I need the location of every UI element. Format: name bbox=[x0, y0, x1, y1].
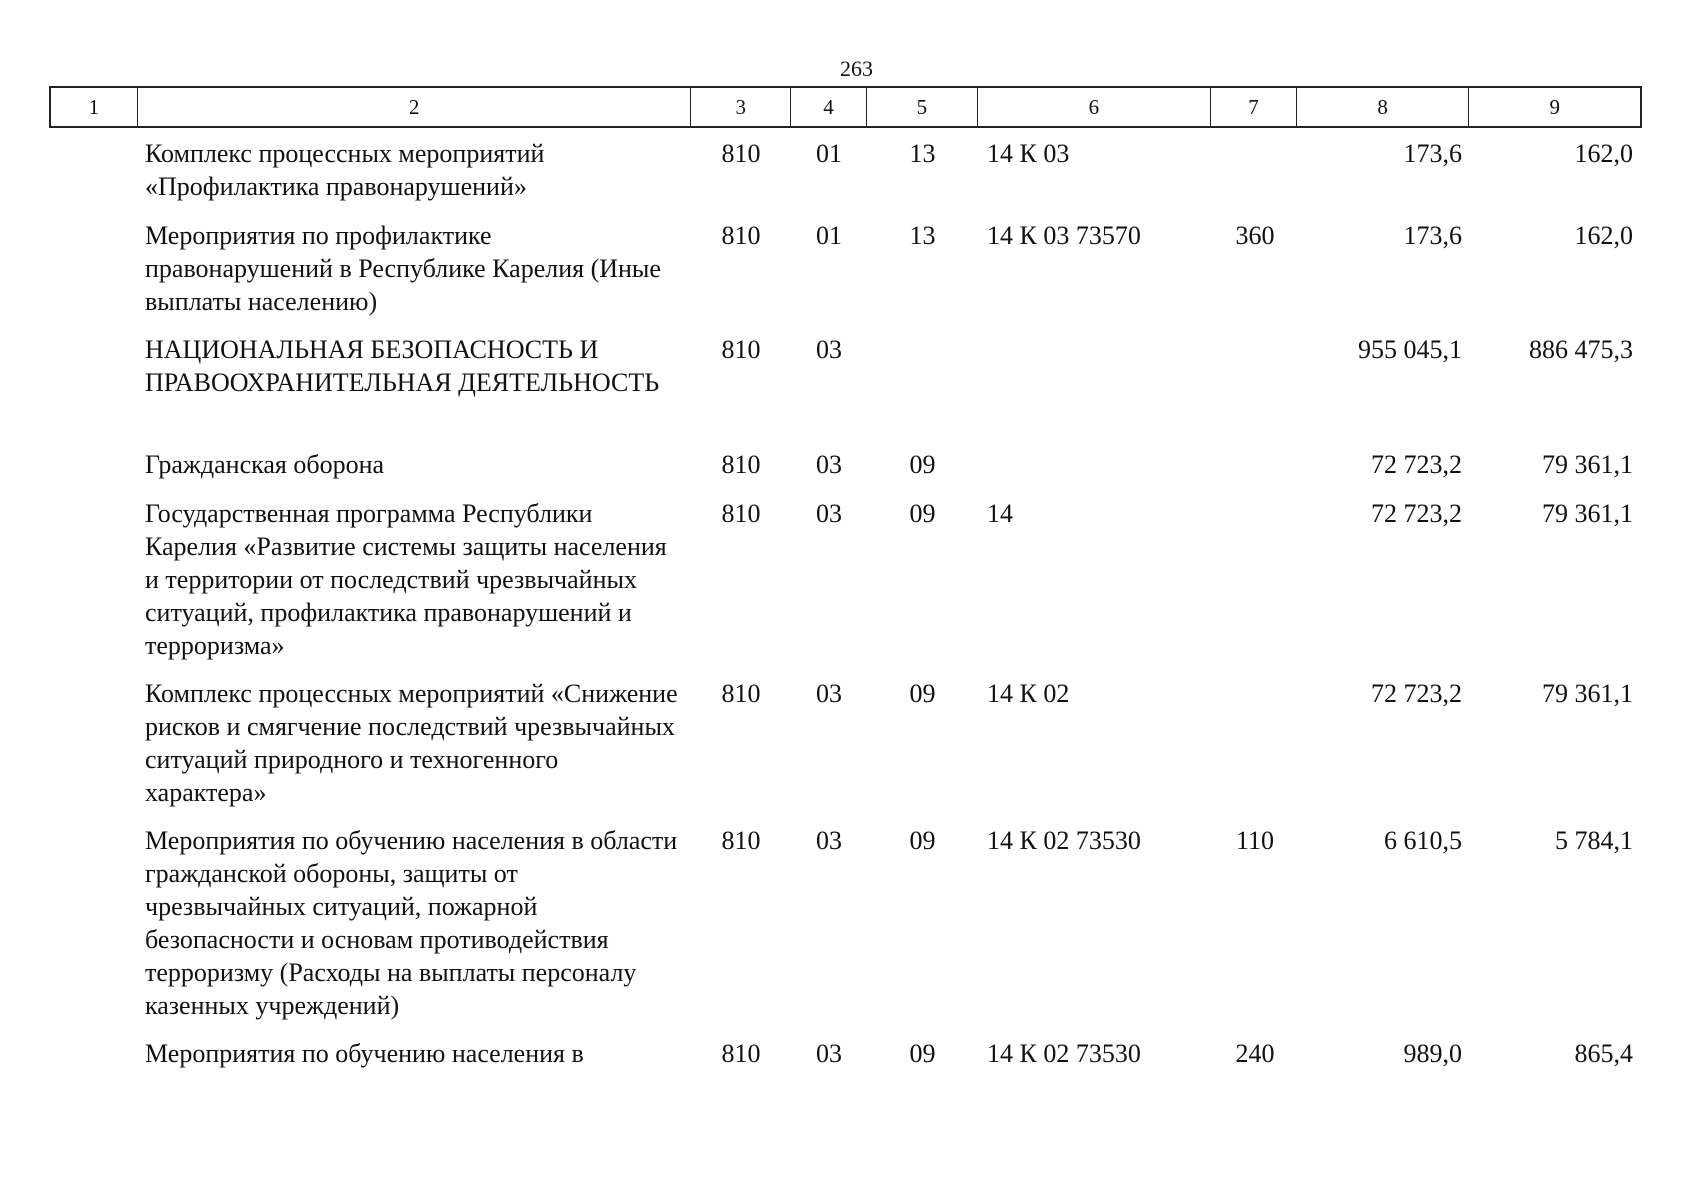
header-col-2: 2 bbox=[138, 88, 692, 126]
row-col-7 bbox=[1212, 677, 1298, 824]
table-header bbox=[49, 86, 1642, 128]
row-col-7 bbox=[1212, 497, 1298, 677]
table-row bbox=[49, 824, 1642, 1037]
row-col-6: 14 К 02 73530 bbox=[987, 1039, 1141, 1068]
header-col-7: 7 bbox=[1211, 88, 1297, 126]
row-col-5: 09 bbox=[909, 450, 936, 479]
row-number-cell bbox=[49, 677, 136, 824]
row-col-7 bbox=[1212, 448, 1298, 497]
row-name: Государственная программа Республики Карелия «Развитие системы защиты населения и территории от последствий чрезвычайных ситуаций, профилактика правонарушений и терроризма» bbox=[145, 499, 667, 660]
row-col-4: 03 bbox=[816, 826, 842, 855]
row-col-8: 72 723,2 bbox=[1371, 499, 1462, 528]
table-row bbox=[49, 1037, 1642, 1077]
row-col-6: 14 К 02 bbox=[987, 679, 1070, 708]
row-col-8: 173,6 bbox=[1403, 221, 1462, 250]
table-row bbox=[49, 219, 1642, 333]
row-col-5: 09 bbox=[909, 499, 936, 528]
table-row bbox=[49, 137, 1642, 219]
header-col-3: 3 bbox=[691, 88, 791, 126]
row-col-8: 173,6 bbox=[1403, 139, 1462, 168]
table-row bbox=[49, 497, 1642, 677]
row-col-3: 810 bbox=[721, 450, 761, 479]
row-col-7: 240 bbox=[1235, 1039, 1275, 1068]
row-col-9: 79 361,1 bbox=[1542, 499, 1633, 528]
row-col-8: 72 723,2 bbox=[1371, 679, 1462, 708]
row-col-4: 03 bbox=[816, 1039, 842, 1068]
page-number: 263 bbox=[840, 56, 873, 81]
row-col-8: 989,0 bbox=[1403, 1039, 1462, 1068]
row-col-5: 09 bbox=[909, 1039, 936, 1068]
row-name: Мероприятия по профилактике правонарушений в Республике Карелия (Иные выплаты населению) bbox=[145, 221, 661, 316]
table-row bbox=[49, 677, 1642, 824]
header-col-9: 9 bbox=[1549, 94, 1560, 119]
row-col-5: 09 bbox=[909, 826, 936, 855]
row-col-4: 03 bbox=[816, 679, 842, 708]
row-col-3: 810 bbox=[721, 221, 761, 250]
header-col-8: 8 bbox=[1297, 88, 1470, 126]
row-col-6: 14 К 03 73570 bbox=[987, 221, 1141, 250]
row-col-7: 360 bbox=[1235, 221, 1275, 250]
row-col-7 bbox=[1212, 137, 1298, 219]
row-col-6: 14 К 02 73530 bbox=[987, 826, 1141, 855]
row-col-6: 14 bbox=[987, 499, 1013, 528]
row-col-5: 13 bbox=[909, 221, 936, 250]
row-col-6: 14 К 03 bbox=[987, 139, 1070, 168]
row-name: Мероприятия по обучению населения в области гражданской обороны, защиты от чрезвычайных ситуаций, пожарной безопасности и основам противодействия терроризму (Расходы на выплаты персоналу казенных учреждений) bbox=[145, 826, 678, 1020]
row-col-9: 79 361,1 bbox=[1542, 679, 1633, 708]
row-col-3: 810 bbox=[721, 139, 761, 168]
header-col-5: 5 bbox=[867, 88, 978, 126]
row-col-8: 6 610,5 bbox=[1384, 826, 1462, 855]
row-col-9: 162,0 bbox=[1574, 139, 1633, 168]
row-col-3: 810 bbox=[721, 679, 761, 708]
row-col-9: 162,0 bbox=[1574, 221, 1633, 250]
row-number-cell bbox=[49, 137, 136, 219]
table-row bbox=[49, 448, 1642, 497]
row-name: НАЦИОНАЛЬНАЯ БЕЗОПАСНОСТЬ И ПРАВООХРАНИТЕЛЬНАЯ ДЕЯТЕЛЬНОСТЬ bbox=[145, 335, 660, 397]
row-col-8: 955 045,1 bbox=[1358, 335, 1462, 364]
row-col-3: 810 bbox=[721, 826, 761, 855]
row-col-7 bbox=[1212, 333, 1298, 448]
row-col-8: 72 723,2 bbox=[1371, 450, 1462, 479]
row-name: Гражданская оборона bbox=[145, 450, 385, 479]
table-row bbox=[49, 333, 1642, 448]
row-col-5 bbox=[867, 333, 978, 448]
row-number-cell bbox=[49, 497, 136, 677]
header-col-6: 6 bbox=[978, 88, 1211, 126]
header-col-1: 1 bbox=[51, 88, 138, 126]
row-name: Комплекс процессных мероприятий «Снижение рисков и смягчение последствий чрезвычайных ситуаций природного и техногенного характера» bbox=[145, 679, 678, 807]
row-col-9: 886 475,3 bbox=[1529, 335, 1633, 364]
row-col-4: 01 bbox=[816, 221, 842, 250]
row-col-6 bbox=[978, 448, 1212, 497]
row-col-3: 810 bbox=[721, 1039, 761, 1068]
row-col-4: 03 bbox=[816, 450, 842, 479]
row-col-4: 03 bbox=[816, 499, 842, 528]
row-number-cell bbox=[49, 333, 136, 448]
table-body bbox=[49, 128, 1642, 1077]
row-col-4: 01 bbox=[816, 139, 842, 168]
row-number-cell bbox=[49, 824, 136, 1037]
row-col-5: 13 bbox=[909, 139, 936, 168]
row-col-5: 09 bbox=[909, 679, 936, 708]
row-name: Комплекс процессных мероприятий «Профилактика правонарушений» bbox=[145, 139, 545, 201]
row-col-4: 03 bbox=[816, 335, 842, 364]
row-col-7: 110 bbox=[1235, 826, 1275, 855]
row-number-cell bbox=[49, 1037, 136, 1077]
row-col-9: 865,4 bbox=[1574, 1039, 1633, 1068]
row-col-9: 79 361,1 bbox=[1542, 450, 1633, 479]
row-col-3: 810 bbox=[721, 335, 761, 364]
row-number-cell bbox=[49, 448, 136, 497]
header-col-4: 4 bbox=[791, 88, 867, 126]
row-number-cell bbox=[49, 219, 136, 333]
row-col-9: 5 784,1 bbox=[1555, 826, 1633, 855]
row-col-6 bbox=[978, 333, 1212, 448]
row-name: Мероприятия по обучению населения в bbox=[145, 1039, 584, 1068]
row-col-3: 810 bbox=[721, 499, 761, 528]
